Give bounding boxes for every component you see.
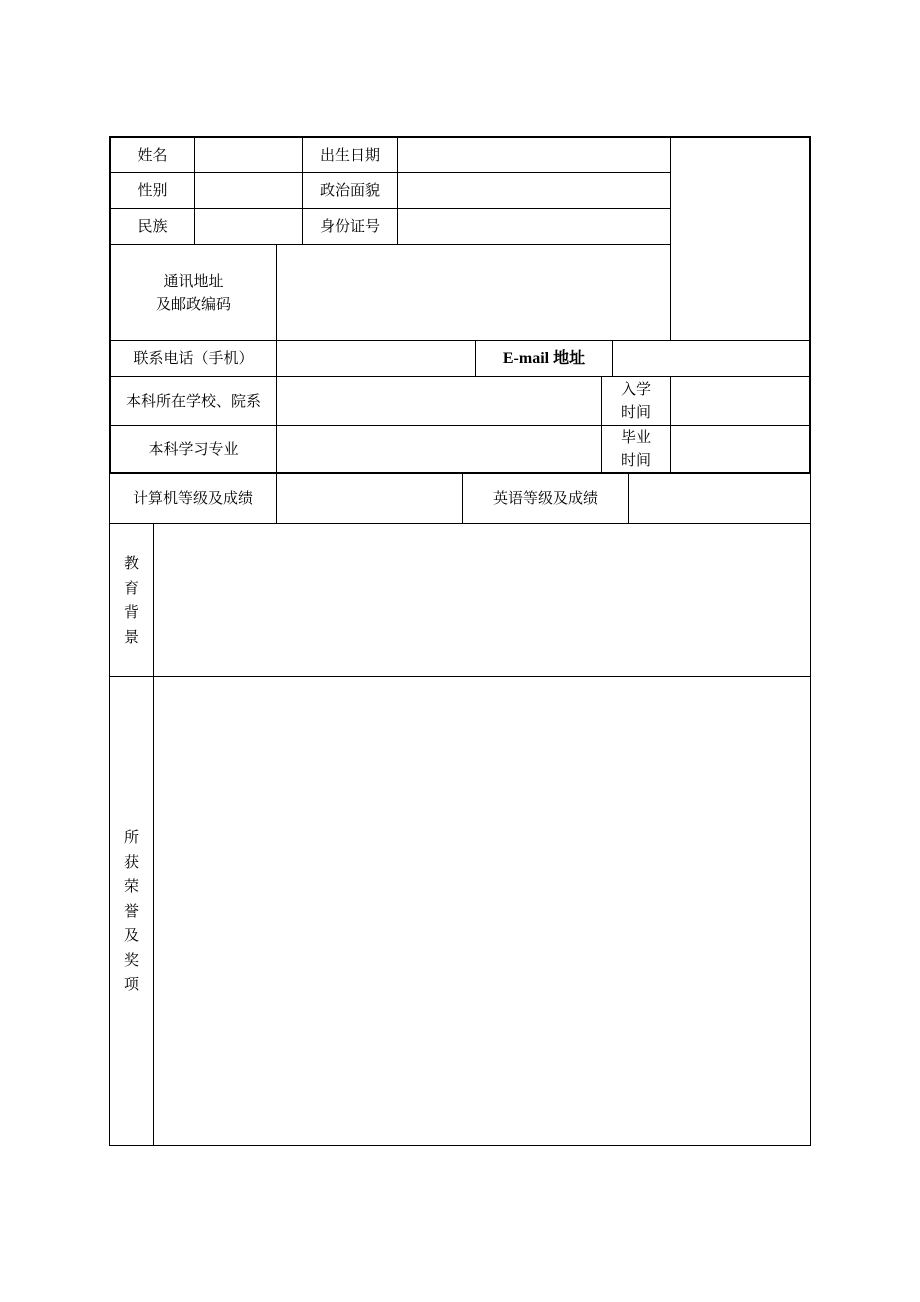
english-level-field[interactable] [628,474,811,523]
undergrad-major-field[interactable] [276,425,601,474]
name-field[interactable] [194,136,302,172]
address-postcode-label: 通讯地址 及邮政编码 [109,244,276,340]
id-number-field[interactable] [397,208,670,244]
birth-date-label: 出生日期 [302,136,397,172]
email-field[interactable] [612,340,811,376]
birth-date-field[interactable] [397,136,670,172]
political-status-label: 政治面貌 [302,172,397,208]
gender-label: 性别 [109,172,194,208]
id-number-label: 身份证号 [302,208,397,244]
ethnicity-field[interactable] [194,208,302,244]
political-status-field[interactable] [397,172,670,208]
registration-form-table [109,136,811,1146]
enrollment-date-field[interactable] [670,376,811,425]
undergrad-school-label: 本科所在学校、院系 [109,376,276,425]
name-label: 姓名 [109,136,194,172]
enrollment-date-label: 入学 时间 [601,376,670,425]
gender-field[interactable] [194,172,302,208]
undergrad-school-field[interactable] [276,376,601,425]
honors-awards-text: 所获荣誉及奖项 [124,828,140,994]
phone-field[interactable] [276,340,475,376]
education-background-label [109,523,153,676]
honors-awards-field[interactable] [153,676,811,1146]
computer-level-field[interactable] [276,474,462,523]
computer-level-label: 计算机等级及成绩 [109,474,276,523]
honors-awards-label [109,676,153,1146]
email-label: E-mail 地址 [475,340,612,376]
address-postcode-field[interactable] [276,244,670,340]
graduation-date-label: 毕业 时间 [601,425,670,474]
undergrad-major-label: 本科学习专业 [109,425,276,474]
education-background-field[interactable] [153,523,811,676]
photo-area[interactable] [670,136,811,340]
graduation-date-field[interactable] [670,425,811,474]
english-level-label: 英语等级及成绩 [462,474,628,523]
ethnicity-label: 民族 [109,208,194,244]
education-background-text: 教育背景 [124,554,140,646]
phone-label: 联系电话（手机） [109,340,276,376]
